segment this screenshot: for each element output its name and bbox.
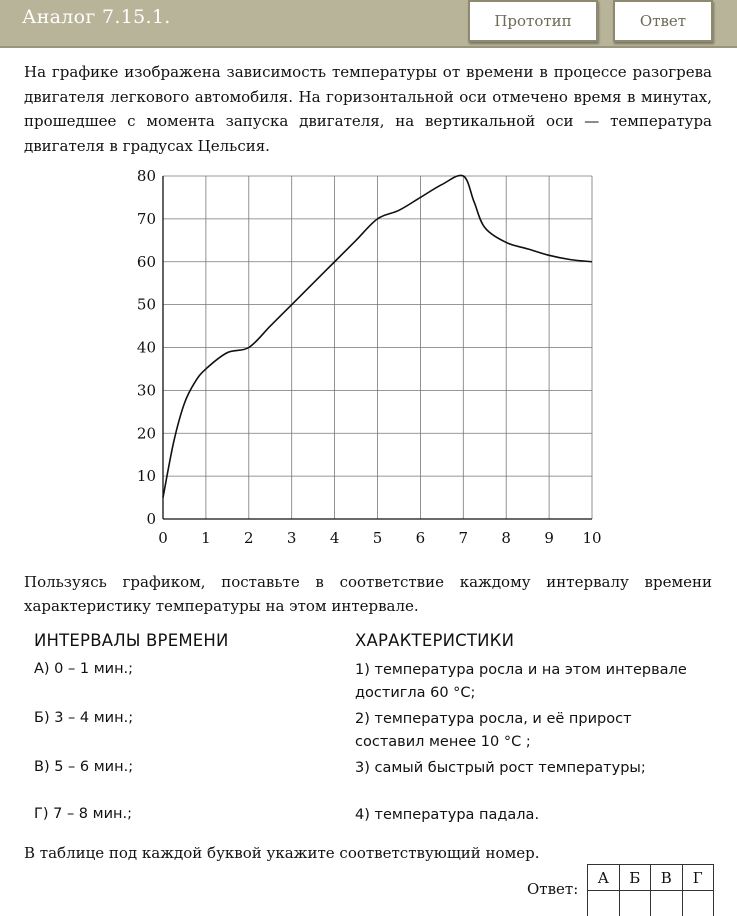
chart-grid: [163, 176, 592, 519]
answer-label: Ответ:: [527, 880, 579, 898]
characteristic-item-4: 4) температура падала.: [355, 807, 540, 823]
y-tick-label: 40: [136, 338, 156, 357]
y-tick-label: 30: [136, 381, 156, 400]
x-tick-label: 0: [158, 529, 168, 547]
answer-column-a: А: [588, 865, 620, 891]
y-tick-label: 60: [136, 252, 156, 271]
interval-item-g: Г) 7 – 8 мин.;: [34, 806, 132, 822]
x-tick-label: 2: [244, 529, 254, 547]
characteristic-item-2: 2) температура росла, и её прирост составил менее 10 °C ;: [355, 711, 632, 750]
footer-instruction: В таблице под каждой буквой укажите соответствующий номер.: [24, 844, 540, 862]
answer-cell-g[interactable]: [682, 891, 714, 916]
y-tick-label: 70: [136, 209, 156, 228]
x-tick-label: 5: [372, 529, 383, 547]
intervals-header: ИНТЕРВАЛЫ ВРЕМЕНИ: [34, 631, 229, 650]
x-tick-label: 10: [582, 529, 602, 547]
characteristic-item-1: 1) температура росла и на этом интервале достигла 60 °C;: [355, 662, 687, 701]
answer-button[interactable]: Ответ: [613, 0, 713, 42]
instruction-text: Пользуясь графиком, поставьте в соответствие каждому интервалу времени характеристику температуры на этом интервале.: [24, 573, 712, 615]
header-bar: [0, 0, 737, 48]
answer-cell-b[interactable]: [619, 891, 651, 916]
x-tick-label: 4: [329, 529, 340, 547]
temperature-chart: [0, 160, 737, 560]
answer-column-g: Г: [682, 865, 714, 891]
x-tick-label: 8: [501, 529, 511, 547]
answer-column-b: Б: [619, 865, 651, 891]
x-tick-label: 3: [286, 529, 297, 547]
x-tick-label: 9: [544, 529, 554, 547]
x-tick-label: 7: [458, 529, 469, 547]
y-tick-label: 0: [146, 510, 156, 528]
answer-cell-v[interactable]: [651, 891, 683, 916]
answer-cell-a[interactable]: [588, 891, 620, 916]
characteristic-item-3: 3) самый быстрый рост температуры;: [355, 760, 646, 776]
y-tick-label: 20: [136, 424, 156, 443]
x-tick-label: 6: [415, 529, 426, 547]
y-tick-label: 50: [136, 295, 156, 314]
problem-text: На графике изображена зависимость температуры от времени в процессе разогрева двигателя легкового автомобиля. На горизонтальной оси отмечено время в минутах, прошедшее с момента запуска двигателя, на вертикальной оси — температура двигателя в градусах Цельсия.: [24, 63, 712, 155]
prototype-button[interactable]: Прототип: [468, 0, 598, 42]
x-tick-label: 1: [201, 529, 211, 547]
problem-title: Аналог 7.15.1.: [22, 6, 171, 28]
y-tick-label: 10: [136, 467, 156, 486]
answer-table: [587, 864, 714, 916]
chart-ticks: [137, 167, 602, 547]
characteristics-header: ХАРАКТЕРИСТИКИ: [355, 631, 515, 650]
y-tick-label: 80: [136, 167, 156, 185]
answer-column-v: В: [651, 865, 683, 891]
interval-item-b: Б) 3 – 4 мин.;: [34, 710, 134, 726]
interval-item-a: А) 0 – 1 мин.;: [34, 661, 134, 677]
interval-item-v: В) 5 – 6 мин.;: [34, 759, 134, 775]
